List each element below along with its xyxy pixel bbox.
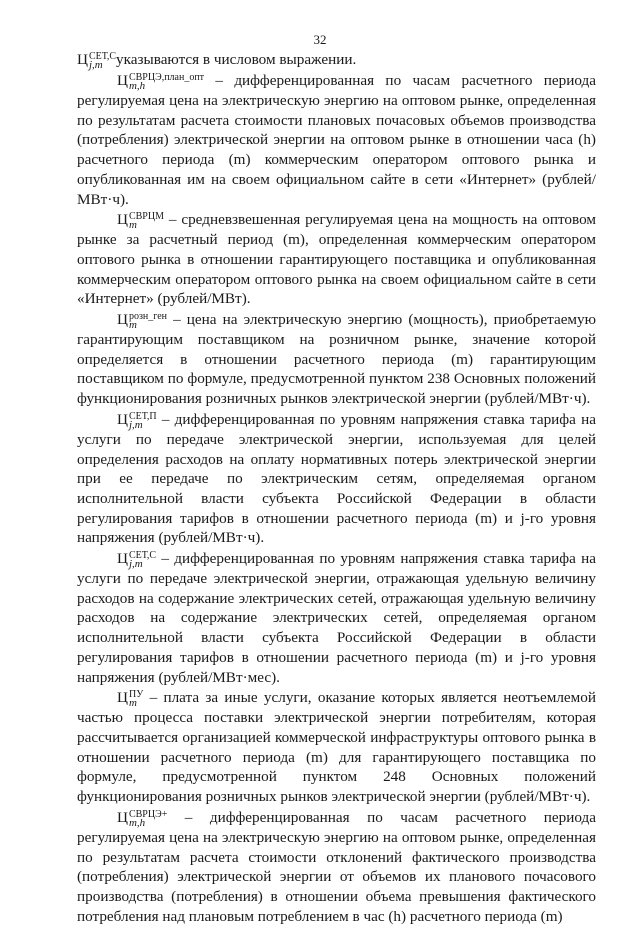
document-body bbox=[77, 50, 596, 927]
paragraph-6 bbox=[77, 549, 596, 687]
formula-symbol: Ц СВРЦЭ,план_опт m,h bbox=[117, 72, 205, 92]
paragraph-3 bbox=[77, 210, 596, 309]
page-number: 32 bbox=[313, 32, 327, 47]
paragraph-text: – дифференцированная по уровням напряжения ставка тарифа на услуги по передаче электрической энергии, отражающая удельную величину расходов на содержание электрических сетей, отражающая удельную величину расходов на содержание электрических сетей, определяемая органом исполнительной власти субъекта Российской Федерации в области регулирования тарифов в отношении расчетного периода (m) и j-го уровня напряжения (рублей/МВт·мес). bbox=[77, 550, 596, 686]
formula-symbol: Ц СВРЦЭ+ m,h bbox=[117, 808, 168, 829]
paragraph-text: – дифференцированная по часам расчетного периода регулируемая цена на электрическую энергию на оптовом рынке, определенная по результатам расчета стоимости отклонений фактического производства (потребления) электрической энергии от объемов их планового почасового производства (потребления) в отношении объема превышения фактического потребления над плановым потреблением в час (h) расчетного периода (m) bbox=[77, 808, 596, 925]
paragraph-5 bbox=[77, 410, 596, 548]
paragraph-text: указываются в числовом выражении. bbox=[116, 51, 357, 68]
paragraph-text: – плата за иные услуги, оказание которых является неотъемлемой частью процесса поставки электрической энергии потребителям, которая рассчитывается организацией коммерческой инфраструктуры оптового рынка в отношении расчетного периода (m) для гарантирующего поставщика по формуле, предусмотренной пунктом 248 Основных положений функционирования розничных рынков электрической энергии (рублей/МВт·ч). bbox=[77, 689, 596, 806]
formula-symbol: Ц ПУ m bbox=[117, 689, 144, 710]
formula-symbol: Ц СЕТ,П j,m bbox=[117, 410, 157, 431]
paragraph-text: – дифференцированная по уровням напряжения ставка тарифа на услуги по передаче электрической энергии, используемая для целей определения расходов на оплату нормативных потерь электрической энергии при ее передаче по электрическим сетям, определяемая органом исполнительной власти субъекта Российской Федерации в области регулирования тарифов в отношении расчетного периода (m) и j-го уровня напряжения (рублей/МВт·ч). bbox=[77, 410, 596, 547]
formula-symbol: Ц СЕТ,С j,m bbox=[117, 550, 157, 571]
formula-symbol: Ц розн_ген m bbox=[117, 311, 168, 332]
paragraph-2 bbox=[77, 71, 596, 209]
paragraph-text: – средневзвешенная регулируемая цена на мощность на оптовом рынке за расчетный период (m), определенная коммерческим оператором оптового рынка в отношении гарантирующего поставщика и опубликованная коммерческим оператором оптового рынка на своем официальном сайте в сети «Интернет» (рублей/МВт). bbox=[77, 211, 596, 308]
paragraph-text: – цена на электрическую энергию (мощность), приобретаемую гарантирующим поставщиком на розничном рынке, значение которой определяется в отношении расчетного периода (m) гарантирующим поставщиком по формуле, предусмотренной пунктом 238 Основных положений функционирования розничных рынков электрической энергии (рублей/МВт·ч). bbox=[77, 311, 596, 408]
paragraph-8 bbox=[77, 808, 596, 927]
formula-symbol: Ц СВРЦМ m bbox=[117, 211, 164, 232]
paragraph-1 bbox=[77, 50, 596, 70]
paragraph-text: – дифференцированная по часам расчетного периода регулируемая цена на электрическую энергию на оптовом рынке, определенная по результатам расчета стоимости плановых почасовых объемов производства (потребления) электрической энергии на оптовом рынке в отношении часа (h) расчетного периода (m) коммерческим оператором оптового рынка и опубликованная им на своем официальном сайте в сети «Интернет» (рублей/МВт·ч). bbox=[77, 72, 596, 208]
paragraph-4 bbox=[77, 310, 596, 409]
paragraph-7 bbox=[77, 688, 596, 807]
formula-symbol: Ц СЕТ,С j,m bbox=[77, 51, 117, 71]
